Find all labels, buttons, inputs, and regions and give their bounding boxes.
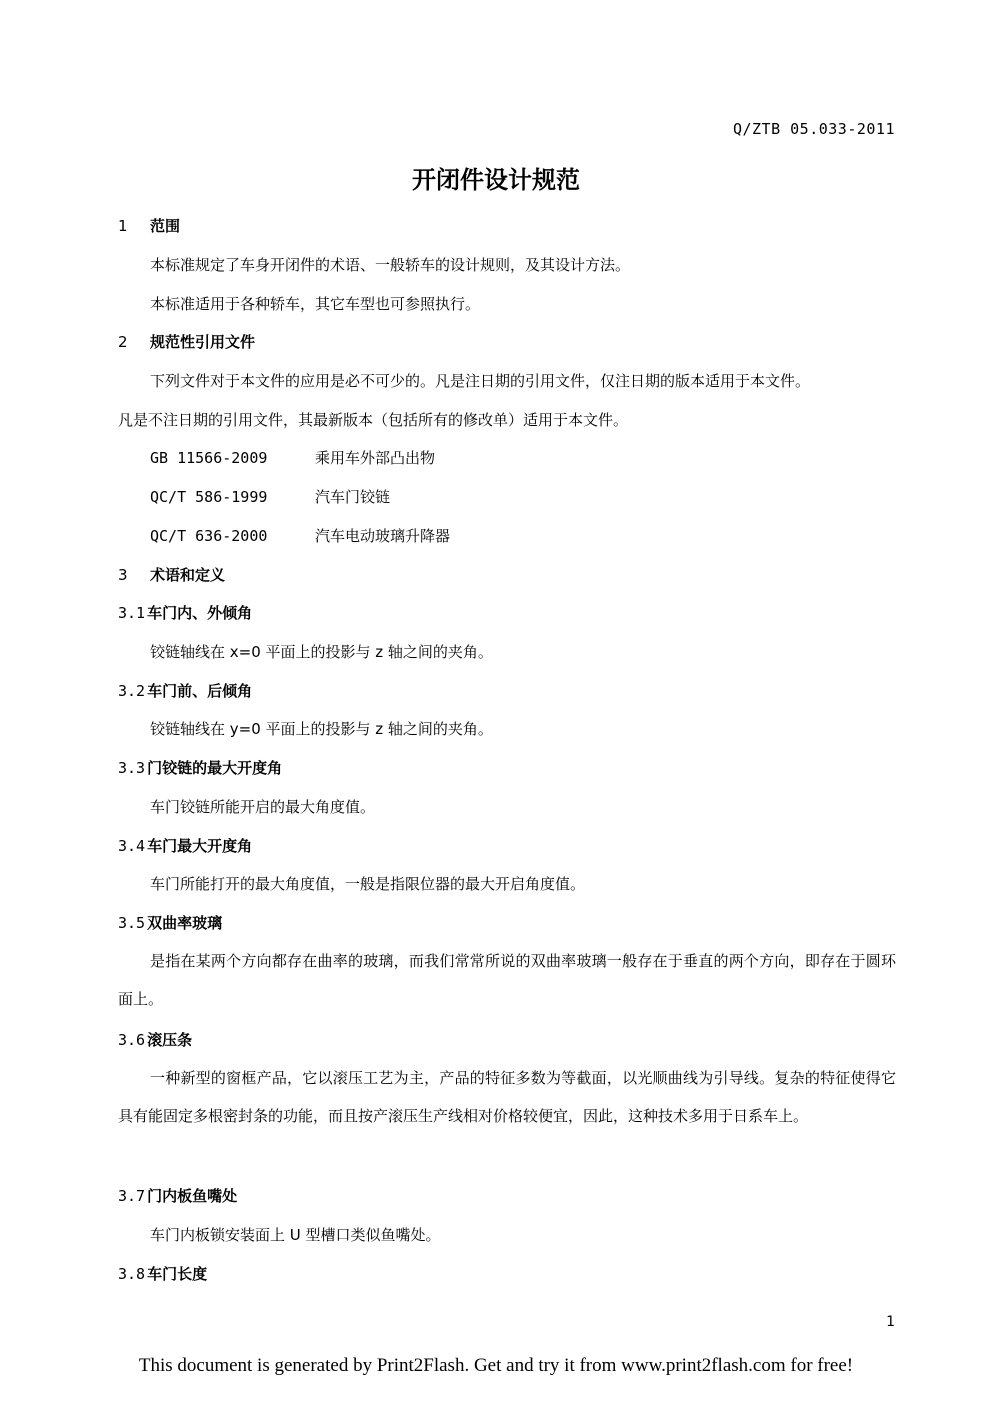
- paragraph: 下列文件对于本文件的应用是必不可少的。凡是注日期的引用文件，仅注日期的版本适用于本文件。: [150, 372, 811, 390]
- reference-code: QC/T 586-1999: [150, 488, 268, 506]
- section-number: 3: [118, 566, 128, 584]
- section-title: 范围: [150, 217, 181, 235]
- subsection-number: 3.8: [118, 1265, 146, 1283]
- section-number: 1: [118, 217, 128, 235]
- subsection-title: 车门长度: [147, 1265, 208, 1283]
- subsection-heading: [118, 1185, 237, 1206]
- document-code: Q/ZTB 05.033-2011: [732, 120, 895, 138]
- section-number: 2: [118, 333, 128, 351]
- subsection-title: 车门内、外倾角: [147, 604, 253, 622]
- definition-text: 车门铰链所能开启的最大角度值。: [150, 798, 376, 816]
- subsection-number: 3.5: [118, 914, 146, 932]
- subsection-number: 3.2: [118, 682, 146, 700]
- definition-text: 一种新型的窗框产品，它以滚压工艺为主，产品的特征多数为等截面，以光顺曲线为引导线。复杂的特征使得它具有能固定多根密封条的功能，而且按产滚压生产线相对价格较便宜，因此，这种技术多用于日系车上。: [118, 1069, 896, 1125]
- definition-text: 车门内板锁安装面上 U 型槽口类似鱼嘴处。: [150, 1226, 441, 1244]
- definition-text: 铰链轴线在 y=0 平面上的投影与 z 轴之间的夹角。: [150, 720, 493, 738]
- subsection-number: 3.6: [118, 1031, 146, 1049]
- page-number: 1: [886, 1314, 895, 1330]
- subsection-title: 车门前、后倾角: [147, 682, 253, 700]
- definition-text: 是指在某两个方向都存在曲率的玻璃，而我们常常所说的双曲率玻璃一般存在于垂直的两个方向，即存在于圆环面上。: [118, 952, 896, 1008]
- reference-name: 汽车门铰链: [315, 488, 391, 506]
- section-title: 规范性引用文件: [150, 333, 256, 351]
- footer-notice: This document is generated by Print2Flash. Get and try it from www.print2flash.com for free!: [138, 1355, 854, 1376]
- subsection-title: 双曲率玻璃: [147, 914, 223, 932]
- subsection-heading: [118, 835, 252, 856]
- section-2-heading: [118, 331, 255, 352]
- subsection-number: 3.1: [118, 604, 146, 622]
- reference-code: QC/T 636-2000: [150, 527, 268, 545]
- subsection-number: 3.3: [118, 759, 146, 777]
- subsection-heading: [118, 1029, 192, 1050]
- subsection-number: 3.7: [118, 1187, 146, 1205]
- section-3-heading: [118, 564, 225, 585]
- section-title: 术语和定义: [150, 566, 226, 584]
- subsection-heading: [118, 1263, 207, 1284]
- definition-text: 车门所能打开的最大角度值，一般是指限位器的最大开启角度值。: [150, 875, 586, 893]
- paragraph: 本标准规定了车身开闭件的术语、一般轿车的设计规则，及其设计方法。: [150, 256, 631, 274]
- reference-row: [150, 447, 435, 468]
- reference-row: [150, 525, 450, 546]
- paragraph: 凡是不注日期的引用文件，其最新版本（包括所有的修改单）适用于本文件。: [118, 411, 629, 429]
- subsection-heading: [118, 602, 252, 623]
- reference-name: 汽车电动玻璃升降器: [315, 527, 451, 545]
- subsection-number: 3.4: [118, 837, 146, 855]
- document-title: 开闭件设计规范: [412, 166, 580, 194]
- definition-text: 铰链轴线在 x=0 平面上的投影与 z 轴之间的夹角。: [150, 643, 493, 661]
- reference-code: GB 11566-2009: [150, 449, 268, 467]
- subsection-title: 滚压条: [147, 1031, 193, 1049]
- subsection-heading: [118, 912, 222, 933]
- section-1-heading: [118, 215, 180, 236]
- subsection-title: 车门最大开度角: [147, 837, 253, 855]
- subsection-heading: [118, 757, 282, 778]
- paragraph: 本标准适用于各种轿车，其它车型也可参照执行。: [150, 295, 481, 313]
- subsection-title: 门内板鱼嘴处: [147, 1187, 238, 1205]
- subsection-title: 门铰链的最大开度角: [147, 759, 283, 777]
- reference-row: [150, 486, 390, 507]
- reference-name: 乘用车外部凸出物: [315, 449, 436, 467]
- subsection-heading: [118, 680, 252, 701]
